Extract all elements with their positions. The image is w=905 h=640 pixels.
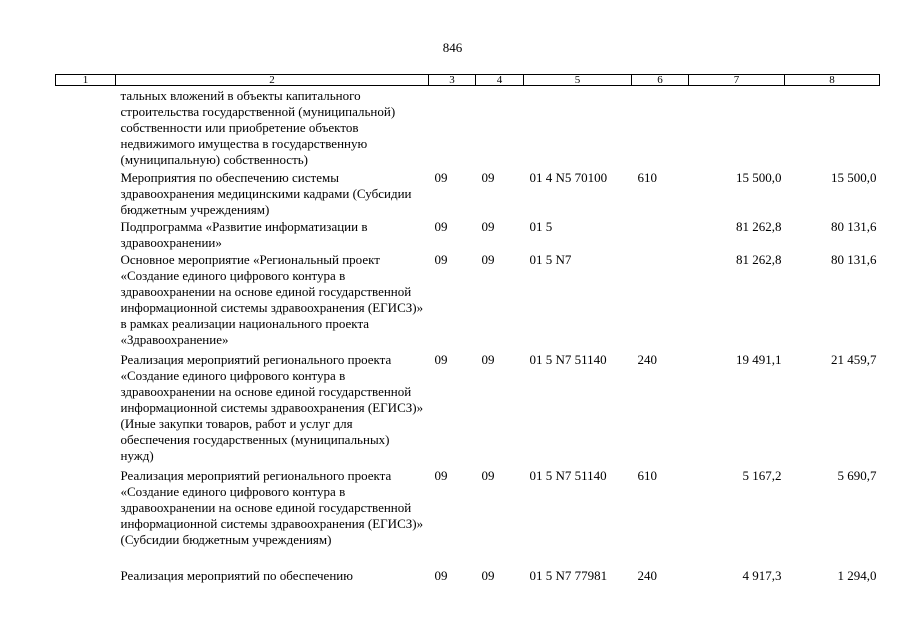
row-amount-2: 15 500,0 — [831, 170, 877, 185]
row-target-article: 01 5 N7 77981 — [529, 568, 608, 583]
row-section — [429, 86, 476, 171]
page-number: 846 — [442, 40, 463, 55]
row-amount-1: 81 262,8 — [736, 252, 782, 267]
row-subsection: 09 — [481, 568, 495, 583]
row-amount-2: 21 459,7 — [831, 352, 877, 367]
table-row — [56, 252, 880, 352]
row-subsection — [476, 86, 524, 171]
row-section: 09 — [434, 568, 448, 583]
row-section: 09 — [434, 468, 448, 483]
row-name: Реализация мероприятий по обеспечению — [120, 568, 353, 583]
row-expense-type: 610 — [637, 468, 657, 483]
row-amount-1: 5 167,2 — [742, 468, 782, 483]
column-header-4: 4 — [476, 75, 524, 86]
table-row — [56, 86, 880, 171]
row-section: 09 — [434, 219, 448, 234]
row-expense-type — [632, 252, 689, 352]
row-name: Подпрограмма «Развитие информатизации в здравоохранении» — [120, 219, 368, 250]
row-name: Мероприятия по обеспечению системы здравоохранения медицинскими кадрами (Субсидии бюджетным учреждениям) — [120, 170, 412, 217]
row-amount-2: 80 131,6 — [831, 219, 877, 234]
budget-table — [55, 74, 880, 584]
row-name: тальных вложений в объекты капитального строительства государственной (муниципальной) собственности или приобретение объектов недвижимого имущества в государственную (муниципальную) собственность) — [120, 88, 396, 167]
column-number-header-row — [56, 75, 880, 86]
column-header-2: 2 — [116, 75, 429, 86]
row-expense-type — [632, 86, 689, 171]
row-subsection: 09 — [481, 468, 495, 483]
table-row — [56, 170, 880, 219]
row-expense-type: 610 — [637, 170, 657, 185]
table-row — [56, 468, 880, 568]
row-name: Основное мероприятие «Региональный проект «Создание единого цифрового контура в здравоохранении на основе единой государственной информационной системы здравоохранения (ЕГИСЗ)» в рамках реализации национального проекта «Здравоохранение» — [120, 252, 424, 347]
row-subsection: 09 — [481, 352, 495, 367]
table-row — [56, 219, 880, 252]
row-name: Реализация мероприятий регионального проекта «Создание единого цифрового контура в здравоохранении на основе единой государственной информационной системы здравоохранения (ЕГИСЗ)» (Субсидии бюджетным учреждениям) — [120, 468, 424, 547]
row-target-article: 01 5 N7 51140 — [529, 468, 607, 483]
row-section: 09 — [434, 352, 448, 367]
row-target-article: 01 4 N5 70100 — [529, 170, 608, 185]
row-amount-2: 1 294,0 — [837, 568, 877, 583]
row-amount-1: 19 491,1 — [736, 352, 782, 367]
row-amount-2: 80 131,6 — [831, 252, 877, 267]
row-amount-2: 5 690,7 — [837, 468, 877, 483]
column-header-8: 8 — [785, 75, 880, 86]
row-target-article: 01 5 N7 — [529, 252, 572, 267]
row-expense-type — [632, 219, 689, 252]
row-amount-1: 81 262,8 — [736, 219, 782, 234]
table-row — [56, 568, 880, 584]
row-subsection: 09 — [481, 252, 495, 267]
row-section: 09 — [434, 170, 448, 185]
row-expense-type: 240 — [637, 568, 657, 583]
column-header-6: 6 — [632, 75, 689, 86]
row-subsection: 09 — [481, 219, 495, 234]
column-header-3: 3 — [429, 75, 476, 86]
row-subsection: 09 — [481, 170, 495, 185]
column-header-5: 5 — [524, 75, 632, 86]
row-expense-type: 240 — [637, 352, 657, 367]
column-header-7: 7 — [689, 75, 785, 86]
row-amount-1: 4 917,3 — [742, 568, 782, 583]
row-target-article — [524, 86, 632, 171]
table-row — [56, 352, 880, 468]
row-name: Реализация мероприятий регионального проекта «Создание единого цифрового контура в здравоохранении на основе единой государственной информационной системы здравоохранения (ЕГИСЗ)» (Иные закупки товаров, работ и услуг для обеспечения государственных (муниципальных) нужд) — [120, 352, 424, 463]
row-amount-1 — [689, 86, 785, 171]
row-amount-2 — [785, 86, 880, 171]
row-amount-1: 15 500,0 — [736, 170, 782, 185]
row-section: 09 — [434, 252, 448, 267]
row-target-article: 01 5 — [529, 219, 553, 234]
row-target-article: 01 5 N7 51140 — [529, 352, 607, 367]
column-header-1: 1 — [56, 75, 116, 86]
